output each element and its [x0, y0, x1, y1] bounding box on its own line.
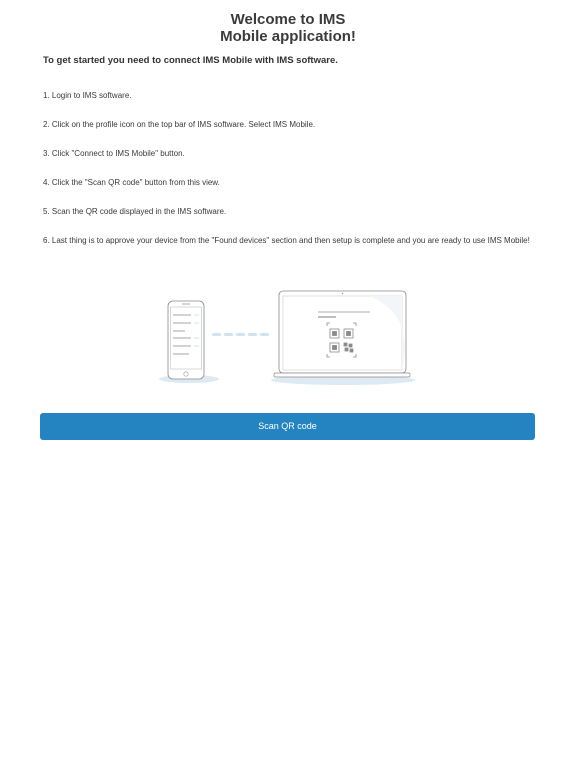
connection-dashes [212, 333, 269, 336]
page-title [0, 11, 576, 45]
step-item-1: 1. Login to IMS software. [43, 91, 132, 100]
scan-qr-code-button[interactable]: Scan QR code [40, 413, 535, 440]
connection-illustration [155, 286, 425, 390]
step-item-3: 3. Click "Connect to IMS Mobile" button. [43, 149, 185, 158]
step-item-4: 4. Click the "Scan QR code" button from this view. [43, 178, 220, 187]
intro-text: To get started you need to connect IMS Mobile with IMS software. [43, 55, 338, 66]
step-item-2: 2. Click on the profile icon on the top bar of IMS software. Select IMS Mobile. [43, 120, 316, 129]
steps-list [43, 90, 563, 264]
page-title-line-1: Welcome to IMS [230, 11, 346, 28]
step-item-6: 6. Last thing is to approve your device from the "Found devices" section and then setup is complete and you are ready to use IMS Mobile! [43, 236, 530, 245]
laptop-icon [274, 291, 410, 377]
step-item-5: 5. Scan the QR code displayed in the IMS software. [43, 207, 227, 216]
phone-icon [168, 301, 204, 379]
page-title-line-2: Mobile application! [220, 28, 356, 45]
